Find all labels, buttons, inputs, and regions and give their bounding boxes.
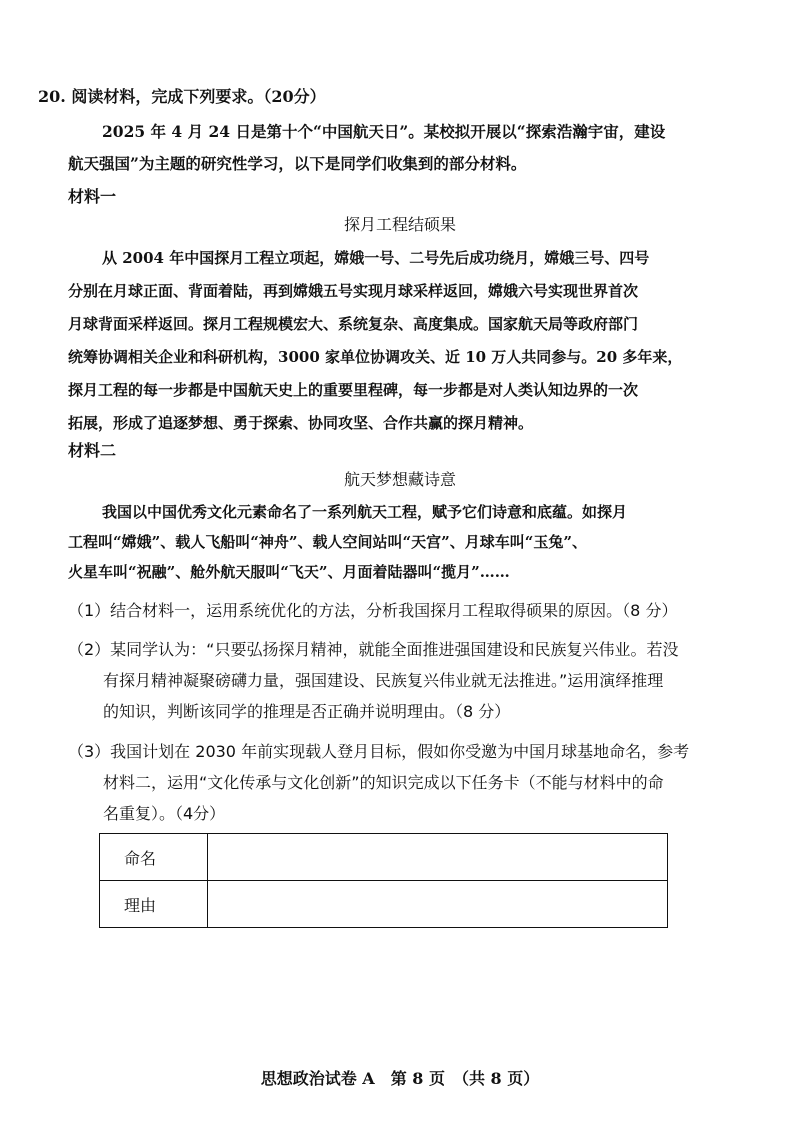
material1-title: 探月工程结硕果 — [343, 215, 456, 234]
task-card-answer-name[interactable] — [208, 834, 668, 881]
material1-line-4: 统筹协调相关企业和科研机构，3000 家单位协调攻关、近 10 万人共同参与。20 多年来， — [68, 348, 683, 366]
task-card-table — [99, 833, 668, 928]
question-heading: 20. 阅读材料，完成下列要求。（20分） — [38, 87, 326, 106]
material2-label: 材料二 — [68, 441, 117, 460]
material1-line-5: 探月工程的每一步都是中国航天史上的重要里程碑，每一步都是对人类认知边界的一次 — [68, 381, 639, 399]
page-footer: 思想政治试卷 A 第 8 页 （共 8 页） — [260, 1069, 540, 1088]
task3-line-1: （3）我国计划在 2030 年前实现载人登月目标，假如你受邀为中国月球基地命名，参考 — [68, 742, 690, 761]
task3-line-2: 材料二，运用“文化传承与文化创新”的知识完成以下任务卡（不能与材料中的命 — [103, 773, 664, 792]
material2-title: 航天梦想藏诗意 — [343, 470, 456, 489]
task-card-row-name — [100, 834, 668, 881]
material2-line-1: 我国以中国优秀文化元素命名了一系列航天工程，赋予它们诗意和底蕴。如探月 — [102, 503, 628, 521]
material2-line-3: 火星车叫“祝融”、舱外航天服叫“飞天”、月面着陆器叫“揽月”…… — [68, 563, 510, 581]
material1-line-1: 从 2004 年中国探月工程立项起，嫦娥一号、二号先后成功绕月，嫦娥三号、四号 — [102, 249, 650, 267]
material1-line-2: 分别在月球正面、背面着陆，再到嫦娥五号实现月球采样返回，嫦娥六号实现世界首次 — [68, 282, 639, 300]
task-card-label-name: 命名 — [100, 834, 208, 881]
material1-label: 材料一 — [68, 187, 117, 206]
intro-line-2: 航天强国”为主题的研究性学习，以下是同学们收集到的部分材料。 — [68, 154, 527, 173]
task2-line-3: 的知识，判断该同学的推理是否正确并说明理由。（8 分） — [103, 702, 511, 721]
task1-line-1: （1）结合材料一，运用系统优化的方法，分析我国探月工程取得硕果的原因。（8 分） — [68, 601, 678, 620]
task-card-answer-reason[interactable] — [208, 881, 668, 928]
task-card-row-reason — [100, 881, 668, 928]
task2-line-1: （2）某同学认为：“只要弘扬探月精神，就能全面推进强国建设和民族复兴伟业。若没 — [68, 640, 679, 659]
material1-line-3: 月球背面采样返回。探月工程规模宏大、系统复杂、高度集成。国家航天局等政府部门 — [68, 315, 639, 333]
task2-line-2: 有探月精神凝聚磅礴力量，强国建设、民族复兴伟业就无法推进。”运用演绎推理 — [103, 671, 664, 690]
task-card-label-reason: 理由 — [100, 881, 208, 928]
material2-line-2: 工程叫“嫦娥”、载人飞船叫“神舟”、载人空间站叫“天宫”、月球车叫“玉兔”、 — [68, 533, 588, 551]
task3-line-3: 名重复）。（4分） — [103, 804, 226, 823]
intro-line-1: 2025 年 4 月 24 日是第十个“中国航天日”。某校拟开展以“探索浩瀚宇宙，建设 — [102, 122, 666, 141]
material1-line-6: 拓展，形成了追逐梦想、勇于探索、协同攻坚、合作共赢的探月精神。 — [68, 414, 534, 432]
